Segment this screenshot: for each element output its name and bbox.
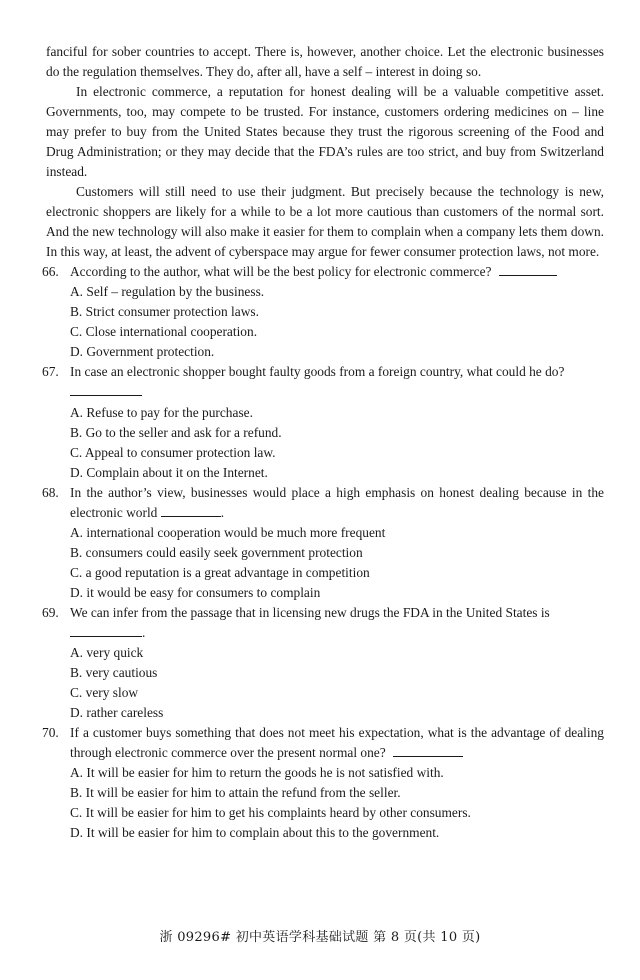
option-c[interactable]: C. a good reputation is a great advantage in competition (70, 565, 370, 580)
option-a[interactable]: A. very quick (70, 645, 144, 660)
passage-paragraph-3: Customers will still need to use their judgment. But precisely because the technology is new, electronic shoppers are likely for a while to be a lot more cautious than customers of the normal sort. And the new technology will also make it easier for them to complain when a company lets them down. In this way, at least, the advent of cyberspace may argue for fewer consumer protection laws, not more. (46, 184, 604, 259)
option-a[interactable]: A. international cooperation would be much more frequent (70, 525, 386, 540)
stem-period: . (142, 625, 146, 640)
question-69 (42, 603, 604, 723)
reading-text (42, 42, 604, 843)
question-number: 68. (42, 485, 59, 500)
option-b[interactable]: B. consumers could easily seek government protection (70, 545, 363, 560)
question-67 (42, 362, 604, 483)
passage-paragraph-1: fanciful for sober countries to accept. There is, however, another choice. Let the electronic businesses do the regulation themselves. They do, after all, have a self – interest in doing so. (46, 44, 604, 79)
option-a[interactable]: A. It will be easier for him to return the goods he is not satisfied with. (70, 765, 444, 780)
option-a[interactable]: A. Self – regulation by the business. (70, 284, 265, 299)
answer-blank[interactable] (161, 504, 221, 517)
question-text: In the author’s view, businesses would place a high emphasis on honest dealing because in the electronic world (70, 485, 604, 520)
option-b[interactable]: B. Go to the seller and ask for a refund. (70, 425, 282, 440)
question-number: 66. (42, 264, 59, 279)
answer-blank[interactable] (70, 624, 142, 637)
question-stem (42, 603, 604, 643)
option-list (46, 643, 604, 723)
question-text: We can infer from the passage that in licensing new drugs the FDA in the United States is (70, 605, 550, 620)
stem-period: . (220, 505, 225, 520)
answer-blank[interactable] (499, 263, 557, 276)
option-list (46, 523, 604, 603)
question-stem (42, 483, 604, 523)
option-d[interactable]: D. Complain about it on the Internet. (70, 465, 268, 480)
option-d[interactable]: D. Government protection. (70, 344, 215, 359)
question-text: If a customer buys something that does not meet his expectation, what is the advantage of dealing through electronic commerce over the present normal one? (70, 725, 604, 760)
option-list (46, 403, 604, 483)
question-number: 69. (42, 605, 59, 620)
option-d[interactable]: D. It will be easier for him to complain about this to the government. (70, 825, 440, 840)
answer-blank[interactable] (393, 744, 463, 757)
question-number: 70. (42, 725, 59, 740)
passage-paragraph-2: In electronic commerce, a reputation for honest dealing will be a valuable competitive asset. Governments, too, may compete to be trusted. For instance, customers ordering medicines on – line may prefer to buy from the United States because they trust the rigorous screening of the Food and Drug Administration; or they may decide that the FDA’s rules are too strict, and buy from Switzerland instead. (46, 84, 604, 179)
question-stem (42, 362, 604, 396)
answer-blank[interactable] (70, 382, 142, 396)
option-b[interactable]: B. It will be easier for him to attain the refund from the seller. (70, 785, 401, 800)
option-a[interactable]: A. Refuse to pay for the purchase. (70, 405, 253, 420)
question-stem (42, 262, 604, 282)
page-footer: 浙 09296# 初中英语学科基础试题 第 8 页(共 10 页) (159, 930, 481, 945)
question-stem (42, 723, 604, 763)
question-70 (42, 723, 604, 843)
option-c[interactable]: C. It will be easier for him to get his complaints heard by other consumers. (70, 805, 471, 820)
option-c[interactable]: C. Close international cooperation. (70, 324, 258, 339)
option-d[interactable]: D. it would be easy for consumers to complain (70, 585, 321, 600)
question-text: In case an electronic shopper bought faulty goods from a foreign country, what could he do? (70, 364, 565, 379)
option-c[interactable]: C. Appeal to consumer protection law. (70, 445, 276, 460)
option-d[interactable]: D. rather careless (70, 705, 164, 720)
question-number: 67. (42, 364, 59, 379)
option-list (46, 763, 604, 843)
question-66 (42, 262, 604, 362)
question-68 (42, 483, 604, 603)
option-b[interactable]: B. Strict consumer protection laws. (70, 304, 259, 319)
option-c[interactable]: C. very slow (70, 685, 139, 700)
option-b[interactable]: B. very cautious (70, 665, 158, 680)
option-list (46, 282, 604, 362)
question-text: According to the author, what will be the best policy for electronic commerce? (70, 264, 492, 279)
